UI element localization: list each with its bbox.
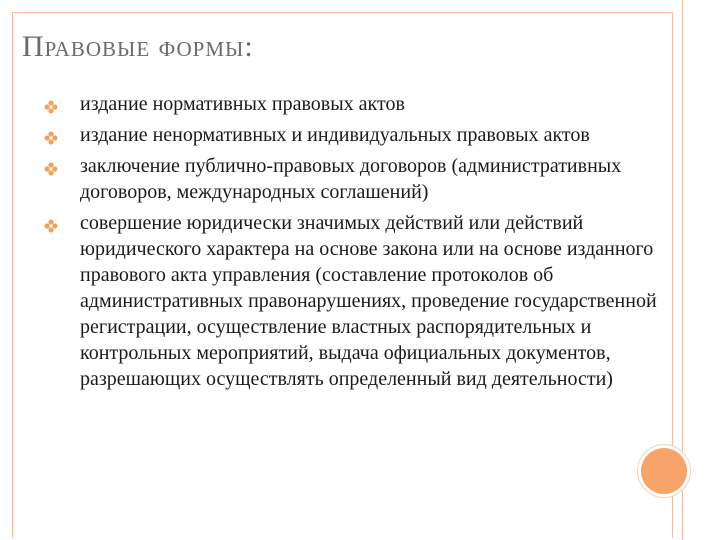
bullet-text: издание ненормативных и индивидуальных правовых актов [80, 124, 590, 146]
bullet-item [40, 122, 660, 148]
flower-bullet-icon [44, 162, 58, 176]
flower-bullet-icon [44, 219, 58, 233]
bullet-list [40, 91, 660, 397]
bullet-item [40, 153, 660, 205]
bullet-text: издание нормативных правовых актов [80, 93, 405, 115]
bullet-text: заключение публично-правовых договоров (административных договоров, международных соглашений) [80, 155, 622, 203]
flower-bullet-icon [44, 100, 58, 114]
bullet-item [40, 91, 660, 117]
slide-title: Правовые формы: [22, 30, 254, 63]
bullet-item [40, 210, 660, 392]
flower-bullet-icon [44, 131, 58, 145]
bullet-text: совершение юридически значимых действий или действий юридического характера на основе закона или на основе изданного правового акта управления (составление протоколов об административных правонарушениях, проведение государственной регистрации, осуществление властных распорядительных и контрольных мероприятий, выдача официальных документов, разрешающих осуществлять определенный вид деятельности) [80, 212, 657, 390]
decorative-circle [641, 448, 687, 494]
